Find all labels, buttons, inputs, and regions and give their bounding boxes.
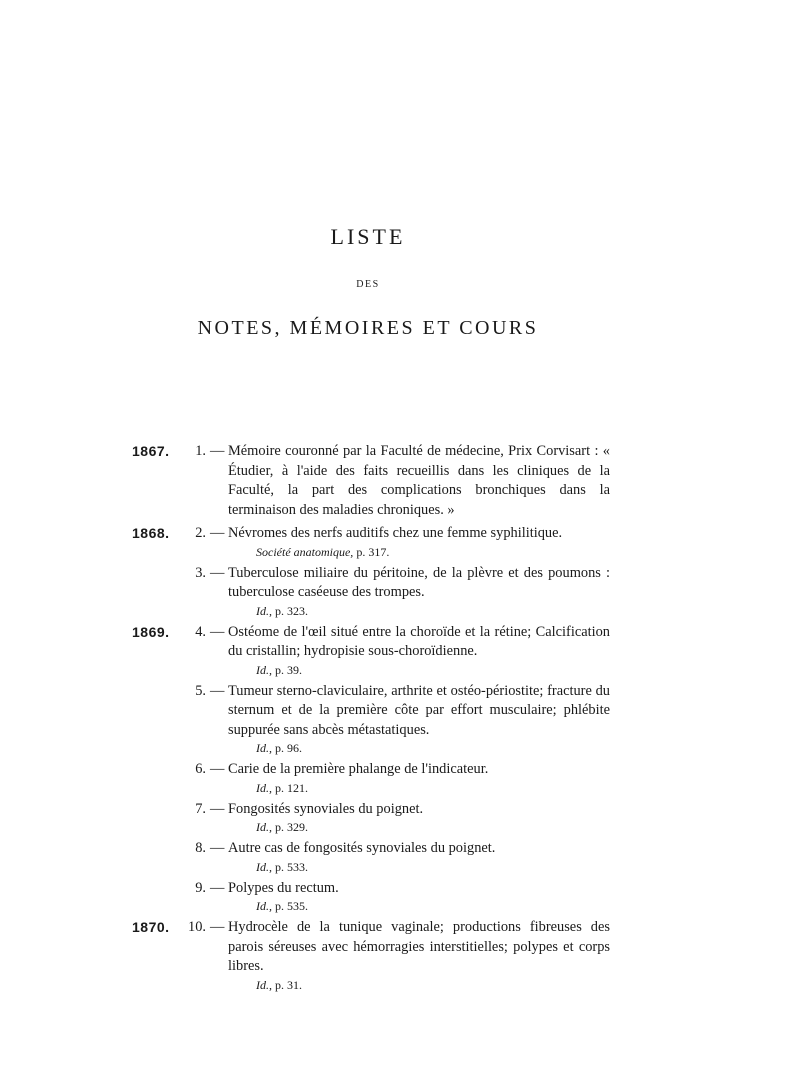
entry-text: Fongosités synoviales du poignet. (228, 800, 424, 817)
entry-number: 5. (195, 682, 206, 699)
page-title: LISTE (330, 224, 406, 249)
list-item (130, 623, 610, 678)
entry-number: 4. (195, 623, 206, 640)
entry-reference (228, 898, 610, 914)
reference-page: p. 96. (275, 741, 302, 755)
entry-reference (228, 544, 610, 560)
entry-text: Hydrocèle de la tunique vaginale; productions fibreuses des parois séreuses avec hémorragies interstitielles; polypes et corps libres. (228, 919, 610, 974)
entry-text: Polypes du rectum. (228, 879, 339, 896)
reference-source: Id., (256, 780, 272, 795)
reference-page: p. 317. (356, 544, 390, 559)
reference-source: Id., (256, 977, 272, 992)
list-item (130, 839, 610, 875)
section-heading: NOTES, MÉMOIRES ET COURS (197, 317, 539, 339)
reference-page: p. 121. (275, 780, 308, 795)
reference-source: Société anatomique, (256, 544, 354, 559)
entry-reference (228, 819, 610, 835)
entry-reference (228, 662, 610, 678)
reference-source: Id., (256, 741, 272, 755)
entry-number: 1. (195, 443, 206, 459)
list-item (130, 682, 610, 757)
list-item (130, 800, 610, 836)
reference-page: p. 31. (275, 977, 302, 992)
entry-dash: — (210, 800, 225, 817)
entry-text: Névromes des nerfs auditifs chez une femme syphilitique. (228, 525, 563, 541)
entry-number: 9. (195, 879, 206, 896)
entry-number: 6. (195, 761, 206, 777)
entry-number: 3. (195, 564, 206, 581)
entry-text: Tumeur sterno-claviculaire, arthrite et ostéo-périostite; fracture du sternum et de la première côte par effort musculaire; phlébite suppurée sans abcès métastatiques. (228, 682, 610, 738)
entry-year: 1868. (132, 525, 170, 541)
entry-dash: — (210, 623, 225, 640)
entry-text: Autre cas de fongosités synoviales du poignet. (228, 840, 496, 856)
entry-text: Ostéome de l'œil situé entre la choroïde et la rétine; Calcification du cristallin; hydropisie sous-choroïdienne. (228, 623, 610, 659)
entry-dash: — (210, 761, 225, 777)
entry-number: 8. (195, 840, 206, 856)
entry-number: 2. (195, 525, 206, 541)
reference-source: Id., (256, 859, 272, 874)
entry-dash: — (210, 682, 225, 699)
entry-dash: — (210, 564, 225, 581)
list-item (130, 442, 610, 520)
list-item (130, 524, 610, 560)
entry-text: Tuberculose miliaire du péritoine, de la plèvre et des poumons : tuberculose caséeuse des trompes. (228, 564, 610, 600)
entry-number: 7. (195, 800, 206, 817)
list-item (130, 879, 610, 915)
entry-reference (228, 603, 610, 619)
reference-source: Id., (256, 662, 272, 677)
entry-dash: — (210, 840, 225, 856)
reference-page: p. 323. (275, 603, 308, 618)
entry-reference (228, 859, 610, 875)
entry-list (130, 442, 610, 997)
entry-text: Carie de la première phalange de l'indicateur. (228, 761, 489, 777)
entry-reference (228, 780, 610, 796)
list-item (130, 564, 610, 619)
reference-source: Id., (256, 820, 272, 834)
reference-page: p. 39. (275, 662, 302, 677)
page-subtitle: DES (356, 279, 380, 290)
entry-text: Mémoire couronné par la Faculté de médecine, Prix Corvisart : « Étudier, à l'aide des faits recueillis dans les cliniques de la Faculté, la part des complications bronchiques dans la terminaison des maladies chroniques. » (228, 443, 610, 518)
entry-reference (228, 977, 610, 993)
entry-dash: — (210, 525, 225, 541)
entry-dash: — (210, 879, 225, 896)
reference-source: Id., (256, 603, 272, 618)
entry-year: 1870. (132, 919, 170, 935)
entry-year: 1869. (132, 623, 170, 640)
entry-number: 10. (188, 919, 206, 935)
list-item (130, 918, 610, 993)
entry-dash: — (210, 919, 225, 935)
reference-source: Id., (256, 899, 272, 913)
entry-dash: — (210, 443, 225, 459)
entry-reference (228, 740, 610, 756)
reference-page: p. 329. (275, 820, 308, 834)
reference-page: p. 535. (275, 899, 308, 913)
list-item (130, 760, 610, 796)
reference-page: p. 533. (275, 859, 308, 874)
entry-year: 1867. (132, 443, 170, 459)
